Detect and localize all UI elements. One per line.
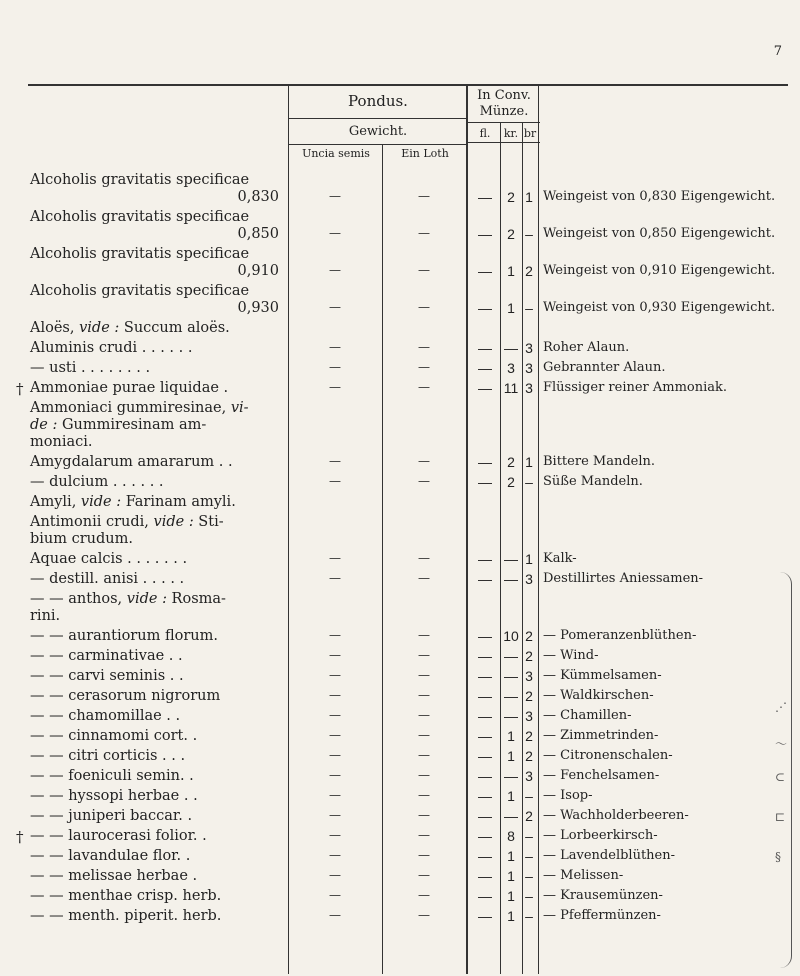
kr-cell: 1 [507,788,515,804]
latin-name-line: — — anthos, vide : Rosma- [30,591,226,607]
latin-name [30,571,285,588]
latin-name-line: Ammoniae purae liquidae . [30,380,229,396]
german-name: — Lavendelblüthen- [543,848,676,863]
latin-name [30,788,285,805]
loth-cell: — [418,688,430,702]
uncia-semis-cell: — [329,728,341,742]
uncia-semis-cell: — [329,888,341,902]
br-cell: 2 [525,808,533,824]
table-row [0,474,800,494]
kr-cell: — [504,551,518,567]
kr-cell: — [504,708,518,724]
loth-cell: — [418,908,430,922]
conv-header-underline [466,122,540,123]
table-row [0,688,800,708]
german-name: — Krausemünzen- [543,888,663,903]
german-name: Destillirtes Aniessamen- [543,571,704,586]
latin-name-line: — — cerasorum nigrorum [30,688,221,704]
table-row [0,708,800,728]
uncia-semis-cell: — [329,908,341,922]
kr-cell: 1 [507,848,515,864]
conv-subheader-underline [466,142,540,143]
fl-cell: — [478,908,492,924]
fl-cell: — [478,263,492,279]
fl-cell: — [478,628,492,644]
uncia-semis-cell: — [329,688,341,702]
table-row [0,172,800,209]
header-br: br [523,127,537,140]
header-conv-line1: In Conv. [477,88,531,103]
loth-cell: — [418,360,430,374]
uncia-semis-cell: — [329,571,341,585]
latin-name [30,768,285,785]
specific-gravity: 0,830 [237,189,279,205]
german-name: — Wachholderbeeren- [543,808,689,823]
br-cell: – [525,828,533,844]
latin-name [30,808,285,825]
kr-cell: 2 [507,454,515,470]
stamp-glyph: ⊂ [775,770,786,784]
header-kr: kr. [503,127,519,140]
latin-name-line: — — cinnamomi cort. . [30,728,198,744]
header-gewicht: Gewicht. [348,124,408,139]
kr-cell: 8 [507,828,515,844]
latin-name [30,888,285,905]
latin-name-line: — destill. anisi . . . . . [30,571,185,587]
uncia-semis-cell: — [329,300,341,314]
loth-cell: — [418,454,430,468]
latin-name [30,908,285,925]
german-name: Bittere Mandeln. [543,454,656,469]
loth-cell: — [418,768,430,782]
br-cell: 3 [525,571,533,587]
kr-cell: 2 [507,189,515,205]
pondus-header-underline [288,118,466,119]
latin-name [30,454,285,471]
latin-name [30,360,285,377]
fl-cell: — [478,474,492,490]
uncia-semis-cell: — [329,868,341,882]
kr-cell: 2 [507,474,515,490]
kr-cell: — [504,688,518,704]
latin-name [30,172,285,206]
fl-cell: — [478,788,492,804]
fl-cell: — [478,688,492,704]
table-row [0,246,800,283]
german-name: — Wind- [543,648,599,663]
uncia-semis-cell: — [329,263,341,277]
table-row [0,888,800,908]
latin-name-line: moniaci. [30,434,93,450]
table-row [0,868,800,888]
loth-cell: — [418,708,430,722]
latin-name [30,320,285,337]
uncia-semis-cell: — [329,748,341,762]
uncia-semis-cell: — [329,360,341,374]
stamp-glyph: ⊏ [775,810,786,824]
latin-name [30,668,285,685]
uncia-semis-cell: — [329,628,341,642]
uncia-semis-cell: — [329,708,341,722]
uncia-semis-cell: — [329,340,341,354]
latin-name-line: — — melissae herbae . [30,868,198,884]
loth-cell: — [418,848,430,862]
loth-cell: — [418,263,430,277]
uncia-semis-cell: — [329,380,341,394]
latin-name [30,494,285,511]
kr-cell: 1 [507,300,515,316]
latin-name-line: Antimonii crudi, vide : Sti- [30,514,224,530]
uncia-semis-cell: — [329,808,341,822]
latin-name [30,728,285,745]
table-row [0,748,800,768]
br-cell: 3 [525,768,533,784]
table-row [0,454,800,474]
latin-name-line: — — foeniculi semin. . [30,768,194,784]
br-cell: – [525,908,533,924]
table-row [0,209,800,246]
latin-name [30,708,285,725]
latin-name-line: — — menth. piperit. herb. [30,908,222,924]
fl-cell: — [478,808,492,824]
kr-cell: 11 [503,380,519,396]
uncia-semis-cell: — [329,668,341,682]
table-row [0,591,800,628]
table-row [0,908,800,928]
table-row [0,340,800,360]
stamp-glyph: 〜 [775,737,788,751]
kr-cell: 1 [507,888,515,904]
latin-name-line: — — carminativae . . [30,648,183,664]
loth-cell: — [418,748,430,762]
header-loth: Ein Loth [401,147,449,160]
kr-cell: — [504,571,518,587]
specific-gravity: 0,910 [237,263,279,279]
br-cell: – [525,300,533,316]
german-name: — Isop- [543,788,593,803]
br-cell: – [525,848,533,864]
br-cell: 2 [525,728,533,744]
br-cell: 2 [525,648,533,664]
latin-name-line: Alcoholis gravitatis specificae [30,172,250,188]
latin-name-line: — — menthae crisp. herb. [30,888,222,904]
uncia-semis-cell: — [329,226,341,240]
kr-cell: 1 [507,868,515,884]
fl-cell: — [478,571,492,587]
br-cell: 2 [525,688,533,704]
german-name: Süße Mandeln. [543,474,643,489]
header-uncia: Uncia semis [302,147,370,160]
dagger-mark: † [16,380,24,398]
fl-cell: — [478,708,492,724]
latin-name [30,828,285,845]
page-number: 7 [773,44,782,59]
german-name: — Zimmetrinden- [543,728,659,743]
br-cell: 2 [525,263,533,279]
table-row [0,848,800,868]
gewicht-underline [288,144,466,145]
kr-cell: — [504,340,518,356]
dagger-mark: † [16,828,24,846]
table-row [0,788,800,808]
loth-cell: — [418,628,430,642]
table-row [0,400,800,454]
fl-cell: — [478,300,492,316]
german-name: — Citronenschalen- [543,748,673,763]
fl-cell: — [478,360,492,376]
latin-name-line: Ammoniaci gummiresinae, vi- [30,400,249,416]
br-cell: – [525,788,533,804]
br-cell: 3 [525,340,533,356]
german-name: — Melissen- [543,868,624,883]
latin-name [30,283,285,317]
stamp-glyph: ⋰ [775,700,787,714]
loth-cell: — [418,788,430,802]
table-row [0,551,800,571]
latin-name [30,380,285,397]
latin-name-line: — — carvi seminis . . [30,668,184,684]
latin-name-line: — — hyssopi herbae . . [30,788,198,804]
latin-name-line: de : Gummiresinam am- [30,417,207,433]
latin-name-line: — — chamomillae . . [30,708,181,724]
loth-cell: — [418,474,430,488]
uncia-semis-cell: — [329,848,341,862]
table-row [0,768,800,788]
german-name: — Waldkirschen- [543,688,654,703]
latin-name [30,246,285,280]
br-cell: – [525,226,533,242]
top-rule [28,84,788,86]
latin-name-line: Amyli, vide : Farinam amyli. [30,494,236,510]
br-cell: – [525,474,533,490]
loth-cell: — [418,551,430,565]
table-row [0,808,800,828]
header-pondus: Pondus. [348,92,408,110]
loth-cell: — [418,380,430,394]
latin-name-line: Alcoholis gravitatis specificae [30,283,250,299]
table-row [0,828,800,848]
latin-name-line: Aquae calcis . . . . . . . [30,551,188,567]
latin-name-line: — — lavandulae flor. . [30,848,191,864]
latin-name [30,400,285,451]
fl-cell: — [478,848,492,864]
latin-name [30,514,285,548]
latin-name [30,209,285,243]
loth-cell: — [418,189,430,203]
specific-gravity: 0,850 [237,226,279,242]
uncia-semis-cell: — [329,648,341,662]
kr-cell: — [504,648,518,664]
kr-cell: — [504,668,518,684]
table-row [0,360,800,380]
loth-cell: — [418,868,430,882]
br-cell: 2 [525,748,533,764]
uncia-semis-cell: — [329,551,341,565]
header-conv-line2: Münze. [479,104,529,119]
latin-name [30,648,285,665]
latin-name [30,474,285,491]
german-name: Roher Alaun. [543,340,630,355]
latin-name-line: Alcoholis gravitatis specificae [30,209,250,225]
fl-cell: — [478,226,492,242]
loth-cell: — [418,828,430,842]
uncia-semis-cell: — [329,768,341,782]
kr-cell: 1 [507,748,515,764]
latin-name [30,868,285,885]
latin-name-line: — usti . . . . . . . . [30,360,151,376]
br-cell: 3 [525,360,533,376]
fl-cell: — [478,380,492,396]
br-cell: 3 [525,380,533,396]
fl-cell: — [478,668,492,684]
loth-cell: — [418,888,430,902]
br-cell: 1 [525,454,533,470]
table-row [0,320,800,340]
br-cell: – [525,888,533,904]
fl-cell: — [478,868,492,884]
latin-name [30,848,285,865]
latin-name-line: — — aurantiorum florum. [30,628,218,644]
fl-cell: — [478,888,492,904]
table-row [0,728,800,748]
german-name: Weingeist von 0,910 Eigengewicht. [543,263,776,278]
latin-name-line: — dulcium . . . . . . [30,474,164,490]
kr-cell: 1 [507,263,515,279]
kr-cell: 1 [507,908,515,924]
kr-cell: 1 [507,728,515,744]
kr-cell: — [504,808,518,824]
fl-cell: — [478,748,492,764]
table-row [0,283,800,320]
loth-cell: — [418,340,430,354]
german-name: Gebrannter Alaun. [543,360,666,375]
table-row [0,380,800,400]
fl-cell: — [478,828,492,844]
uncia-semis-cell: — [329,788,341,802]
german-name: Kalk- [543,551,577,566]
latin-name [30,551,285,568]
german-name: — Lorbeerkirsch- [543,828,658,843]
german-name: Weingeist von 0,830 Eigengewicht. [543,189,776,204]
german-name: Flüssiger reiner Ammoniak. [543,380,728,395]
specific-gravity: 0,930 [237,300,279,316]
table-row [0,571,800,591]
uncia-semis-cell: — [329,189,341,203]
fl-cell: — [478,189,492,205]
german-name: — Pomeranzenblüthen- [543,628,697,643]
latin-name-line: — — citri corticis . . . [30,748,186,764]
loth-cell: — [418,226,430,240]
latin-name [30,688,285,705]
br-cell: – [525,868,533,884]
fl-cell: — [478,340,492,356]
br-cell: 1 [525,189,533,205]
stamp-glyph: § [775,850,781,864]
br-cell: 1 [525,551,533,567]
table-row [0,628,800,648]
fl-cell: — [478,728,492,744]
german-name: — Pfeffermünzen- [543,908,661,923]
latin-name-line: — — laurocerasi folior. . [30,828,207,844]
kr-cell: 3 [507,360,515,376]
german-name: Weingeist von 0,850 Eigengewicht. [543,226,776,241]
loth-cell: — [418,668,430,682]
fl-cell: — [478,648,492,664]
german-name: — Kümmelsamen- [543,668,662,683]
latin-name-line: Alcoholis gravitatis specificae [30,246,250,262]
latin-name-line: — — juniperi baccar. . [30,808,193,824]
german-name: — Fenchelsamen- [543,768,660,783]
kr-cell: 10 [503,628,519,644]
uncia-semis-cell: — [329,454,341,468]
table-row [0,514,800,551]
loth-cell: — [418,571,430,585]
br-cell: 2 [525,628,533,644]
header-fl: fl. [479,127,491,140]
br-cell: 3 [525,708,533,724]
latin-name [30,748,285,765]
latin-name [30,591,285,625]
kr-cell: — [504,768,518,784]
fl-cell: — [478,768,492,784]
latin-name-line: Aluminis crudi . . . . . . [30,340,193,356]
latin-name-line: rini. [30,608,61,624]
br-cell: 3 [525,668,533,684]
loth-cell: — [418,728,430,742]
fl-cell: — [478,454,492,470]
fl-cell: — [478,551,492,567]
table-row [0,668,800,688]
latin-name [30,340,285,357]
german-name: Weingeist von 0,930 Eigengewicht. [543,300,776,315]
latin-name-line: Amygdalarum amararum . . [30,454,233,470]
loth-cell: — [418,300,430,314]
german-name: — Chamillen- [543,708,632,723]
loth-cell: — [418,808,430,822]
kr-cell: 2 [507,226,515,242]
uncia-semis-cell: — [329,828,341,842]
table-row [0,494,800,514]
latin-name [30,628,285,645]
uncia-semis-cell: — [329,474,341,488]
table-row [0,648,800,668]
loth-cell: — [418,648,430,662]
latin-name-line: Aloës, vide : Succum aloës. [30,320,230,336]
latin-name-line: bium crudum. [30,531,133,547]
